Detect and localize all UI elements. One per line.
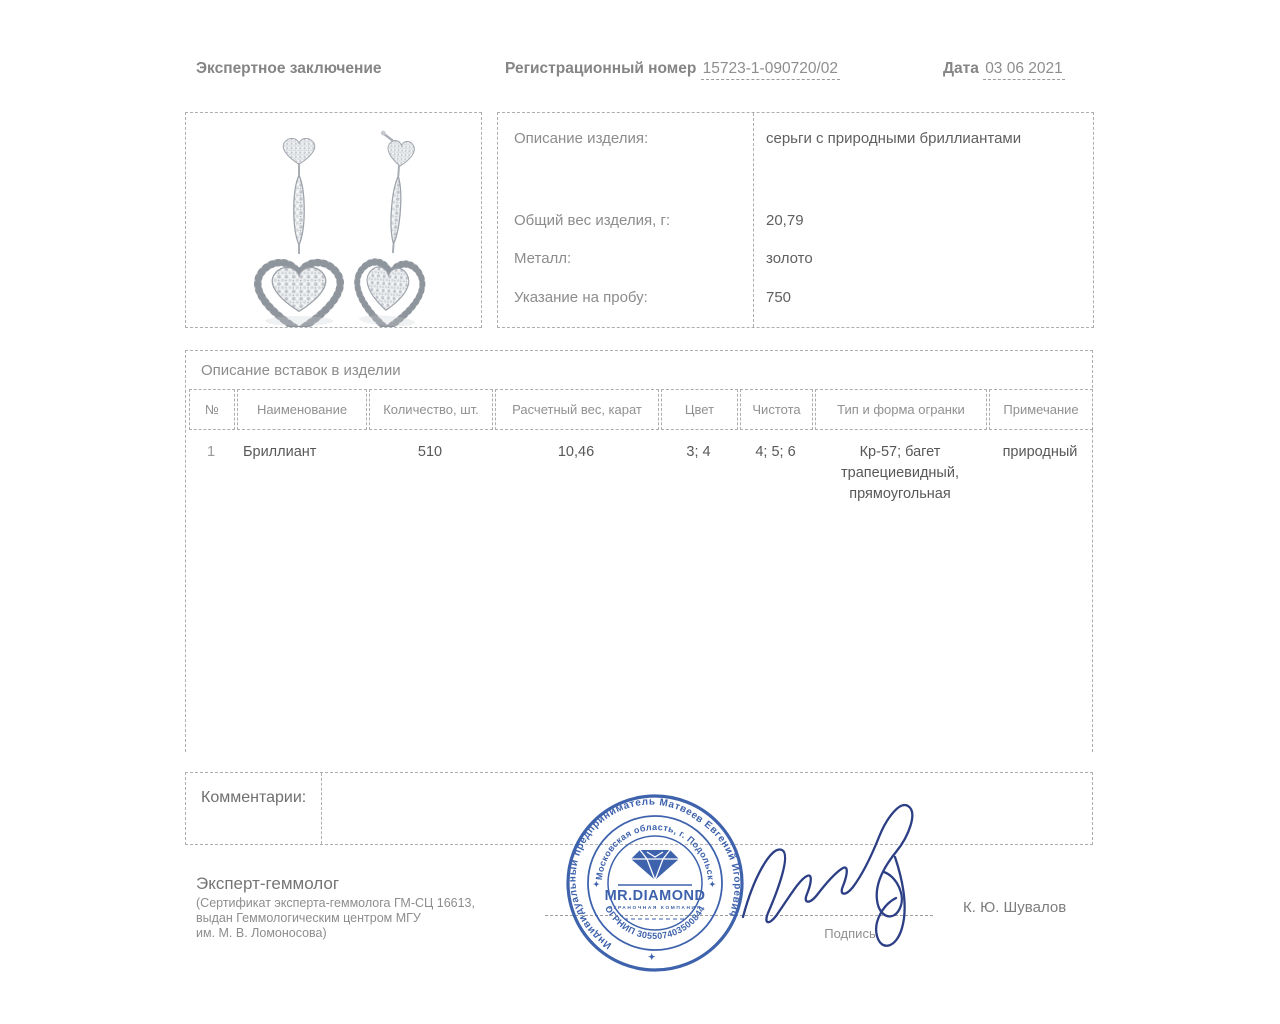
cell-note: природный: [1002, 444, 1078, 460]
col-header-quantity: Количество, шт.: [369, 389, 493, 430]
stamp-brand-text: MR.DIAMOND: [604, 888, 706, 904]
registration-number: [505, 60, 840, 78]
col-header-carat: Расчетный вес, карат: [495, 389, 659, 430]
col-header-color: Цвет: [661, 389, 738, 430]
expert-certificate-line1: (Сертификат эксперта-геммолога ГМ-СЦ 16613,: [196, 896, 475, 910]
cell-quantity: 510: [417, 444, 443, 460]
stamp-outer-text: Индивидуальный предприниматель Матвеев Евгений Игоревич: [567, 796, 743, 951]
cell-color: 3; 4: [686, 444, 711, 460]
registration-number-label: Регистрационный номер: [505, 60, 697, 77]
company-stamp: [560, 788, 750, 978]
cell-number: 1: [206, 444, 216, 460]
inserts-table: [185, 350, 1093, 752]
field-label-weight: Общий вес изделия, г:: [514, 212, 671, 229]
field-label-hallmark: Указание на пробу:: [514, 289, 648, 306]
col-header-clarity: Чистота: [740, 389, 813, 430]
field-value-hallmark: 750: [766, 289, 792, 306]
col-header-name: Наименование: [237, 389, 367, 430]
comments-label: Комментарии:: [201, 789, 307, 806]
product-photo-box: [185, 112, 482, 328]
expert-title: Эксперт-геммолог: [196, 874, 340, 893]
field-label-description: Описание изделия:: [514, 130, 649, 147]
col-header-note: Примечание: [989, 389, 1093, 430]
earring-left: [258, 138, 340, 327]
field-label-metal: Металл:: [514, 250, 572, 267]
cell-carat: 10,46: [557, 444, 595, 460]
report-date: [943, 60, 1065, 78]
expert-name: К. Ю. Шувалов: [963, 899, 1067, 916]
stamp-region-text: Московская область, г. Подольск: [593, 821, 716, 881]
description-divider: [753, 113, 754, 327]
signature-caption: Подпись: [824, 926, 876, 941]
expert-certificate-line2: выдан Геммологическим центром МГУ: [196, 911, 421, 925]
cell-name: Бриллиант: [243, 444, 317, 460]
earrings-photo: [186, 113, 481, 327]
comments-divider: [321, 773, 322, 844]
handwritten-signature: [735, 795, 970, 960]
col-header-cut: Тип и форма огранки: [815, 389, 987, 430]
col-header-number: №: [189, 389, 235, 430]
stamp-diamond-logo-icon: [631, 850, 679, 880]
field-value-weight: 20,79: [766, 212, 804, 229]
registration-number-value: 15723-1-090720/02: [701, 60, 840, 80]
expert-certificate: [196, 896, 475, 941]
stamp-separator-icon: ✦: [709, 880, 716, 889]
field-value-metal: золото: [766, 250, 813, 267]
cell-clarity: 4; 5; 6: [755, 444, 796, 460]
inserts-table-title: Описание вставок в изделии: [201, 362, 401, 379]
expert-certificate-line3: им. М. В. Ломоносова): [196, 926, 327, 940]
stamp-ogrnip-text: ОГРНИП 305507403500844: [603, 903, 707, 942]
cell-cut: Кр-57; багет трапециевидный, прямоугольная: [841, 444, 959, 502]
page-title: Экспертное заключение: [196, 60, 382, 77]
stamp-brand-subtext: ОГРАНОЧНАЯ КОМПАНИЯ: [608, 906, 702, 911]
report-date-label: Дата: [943, 60, 979, 77]
stamp-separator-icon: ✦: [593, 880, 600, 889]
earring-right: [354, 130, 433, 327]
field-value-description: серьги с природными бриллиантами: [766, 130, 1022, 147]
stamp-separator-icon: ✦: [648, 952, 656, 962]
product-description-box: [497, 112, 1094, 328]
report-date-value: 03 06 2021: [983, 60, 1065, 80]
